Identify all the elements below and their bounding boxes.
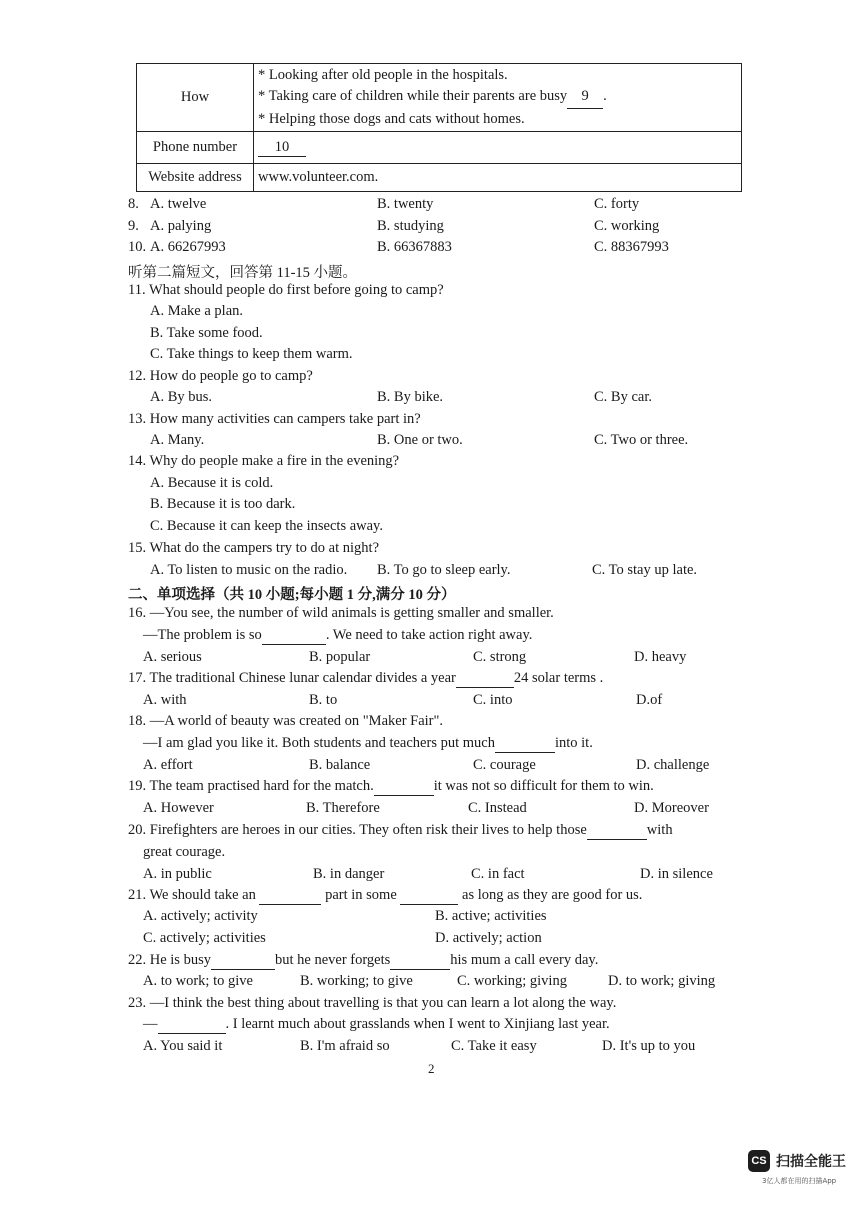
website-value: www.volunteer.com. [254, 164, 742, 192]
question-stem: 15. What do the campers try to do at night? [128, 540, 380, 556]
option-b: B. studying [377, 218, 444, 234]
option-a: A. effort [143, 757, 193, 773]
option-b: B. One or two. [377, 432, 463, 448]
option-b: B. To go to sleep early. [377, 562, 511, 578]
option-b: B. twenty [377, 196, 434, 212]
option-a: A. Because it is cold. [150, 475, 274, 491]
website-label: Website address [137, 164, 254, 192]
question-stem: 12. How do people go to camp? [128, 368, 313, 384]
watermark-subtitle: 3亿人都在用的扫描App [762, 1177, 837, 1185]
option-c: C. actively; activities [143, 930, 266, 946]
option-c: C. Take it easy [451, 1038, 537, 1054]
answer-blank [390, 952, 450, 970]
how-item: * Helping those dogs and cats without homes. [258, 110, 525, 127]
page-number: 2 [428, 1061, 435, 1076]
option-b: B. popular [309, 649, 371, 665]
how-content [254, 64, 742, 132]
option-a: A. in public [143, 866, 212, 882]
option-c: C. strong [473, 649, 527, 665]
question-stem: 14. Why do people make a fire in the evening? [128, 453, 400, 469]
question-number: 9. [128, 218, 139, 234]
question-stem: 23. —I think the best thing about travelling is that you can learn a lot along the way. [128, 995, 617, 1011]
option-a: A. Make a plan. [150, 303, 244, 319]
option-c: C. forty [594, 196, 640, 212]
option-c: C. working [594, 218, 660, 234]
question-number: 10. [128, 239, 147, 255]
info-table [136, 63, 742, 192]
answer-blank [262, 627, 326, 645]
option-d: D. Moreover [634, 800, 709, 816]
option-c: C. Take things to keep them warm. [150, 346, 353, 362]
option-c: C. Because it can keep the insects away. [150, 518, 383, 534]
watermark-name: 扫描全能王 [776, 1154, 846, 1170]
option-b: B. I'm afraid so [300, 1038, 390, 1054]
answer-blank [400, 887, 458, 905]
section-heading: 听第二篇短文，回答第 11-15 小题。 [128, 265, 358, 281]
answer-blank [158, 1016, 226, 1034]
option-a: A. By bus. [150, 389, 213, 405]
option-d: D. actively; action [435, 930, 542, 946]
how-item: * Taking care of children while their parents are busy 9 . [258, 86, 737, 109]
option-a: A. 66267993 [150, 239, 226, 255]
answer-blank [211, 952, 275, 970]
option-a: A. Many. [150, 432, 205, 448]
option-b: B. to [309, 692, 338, 708]
option-b: B. By bike. [377, 389, 444, 405]
option-d: D. heavy [634, 649, 687, 665]
how-item: * Looking after old people in the hospitals. [258, 66, 508, 83]
option-c: C. into [473, 692, 513, 708]
option-c: C. By car. [594, 389, 652, 405]
option-a: A. palying [150, 218, 212, 234]
option-b: B. Therefore [306, 800, 380, 816]
question-stem: 11. What should people do first before going to camp? [128, 282, 444, 298]
option-b: B. Because it is too dark. [150, 496, 296, 512]
option-b: B. working; to give [300, 973, 413, 989]
option-a: A. twelve [150, 196, 207, 212]
how-label: How [137, 64, 254, 132]
option-d: D. to work; giving [608, 973, 716, 989]
option-c: C. Instead [468, 800, 527, 816]
question-stem: 19. The team practised hard for the match. it was not so difficult for them to win. [128, 778, 654, 794]
option-c: C. To stay up late. [592, 562, 698, 578]
answer-blank [374, 778, 434, 796]
option-a: A. To listen to music on the radio. [150, 562, 348, 578]
option-a: A. However [143, 800, 214, 816]
question-stem-line2: —I am glad you like it. Both students and teachers put much into it. [143, 735, 593, 751]
option-d: D. It's up to you [602, 1038, 696, 1054]
option-a: A. with [143, 692, 187, 708]
question-stem: 16. —You see, the number of wild animals is getting smaller and smaller. [128, 605, 554, 621]
question-stem: 22. He is busy but he never forgets his mum a call every day. [128, 952, 599, 968]
answer-blank-10: 10 [258, 139, 306, 157]
option-d: D. challenge [636, 757, 710, 773]
option-b: B. balance [309, 757, 371, 773]
question-stem: 21. We should take an part in some as long as they are good for us. [128, 887, 643, 903]
question-stem-line2: — . I learnt much about grasslands when I went to Xinjiang last year. [143, 1016, 610, 1032]
question-stem: 13. How many activities can campers take part in? [128, 411, 421, 427]
question-number: 8. [128, 196, 139, 212]
question-stem-line2: great courage. [143, 844, 226, 860]
option-c: C. courage [473, 757, 536, 773]
answer-blank [587, 822, 647, 840]
question-stem: 18. —A world of beauty was created on "Maker Fair". [128, 713, 444, 729]
option-d: D.of [636, 692, 663, 708]
option-c: C. in fact [471, 866, 525, 882]
option-d: D. in silence [640, 866, 713, 882]
phone-value [254, 132, 742, 164]
section-title: 二、单项选择（共 10 小题;每小题 1 分,满分 10 分） [128, 587, 456, 603]
option-a: A. to work; to give [143, 973, 253, 989]
option-c: C. working; giving [457, 973, 567, 989]
answer-blank [259, 887, 321, 905]
option-b: B. in danger [313, 866, 385, 882]
answer-blank [495, 735, 555, 753]
option-c: C. 88367993 [594, 239, 669, 255]
answer-blank-9: 9 [567, 86, 603, 109]
camscanner-logo-icon: CS [748, 1150, 770, 1172]
question-stem-line2: —The problem is so . We need to take action right away. [143, 627, 533, 643]
option-b: B. active; activities [435, 908, 547, 924]
option-a: A. You said it [143, 1038, 223, 1054]
option-b: B. Take some food. [150, 325, 263, 341]
option-c: C. Two or three. [594, 432, 689, 448]
option-b: B. 66367883 [377, 239, 452, 255]
phone-label: Phone number [137, 132, 254, 164]
option-a: A. serious [143, 649, 202, 665]
option-a: A. actively; activity [143, 908, 258, 924]
question-stem: 20. Firefighters are heroes in our cities. They often risk their lives to help those with [128, 822, 673, 838]
question-stem: 17. The traditional Chinese lunar calendar divides a year 24 solar terms . [128, 670, 604, 686]
answer-blank [456, 670, 514, 688]
